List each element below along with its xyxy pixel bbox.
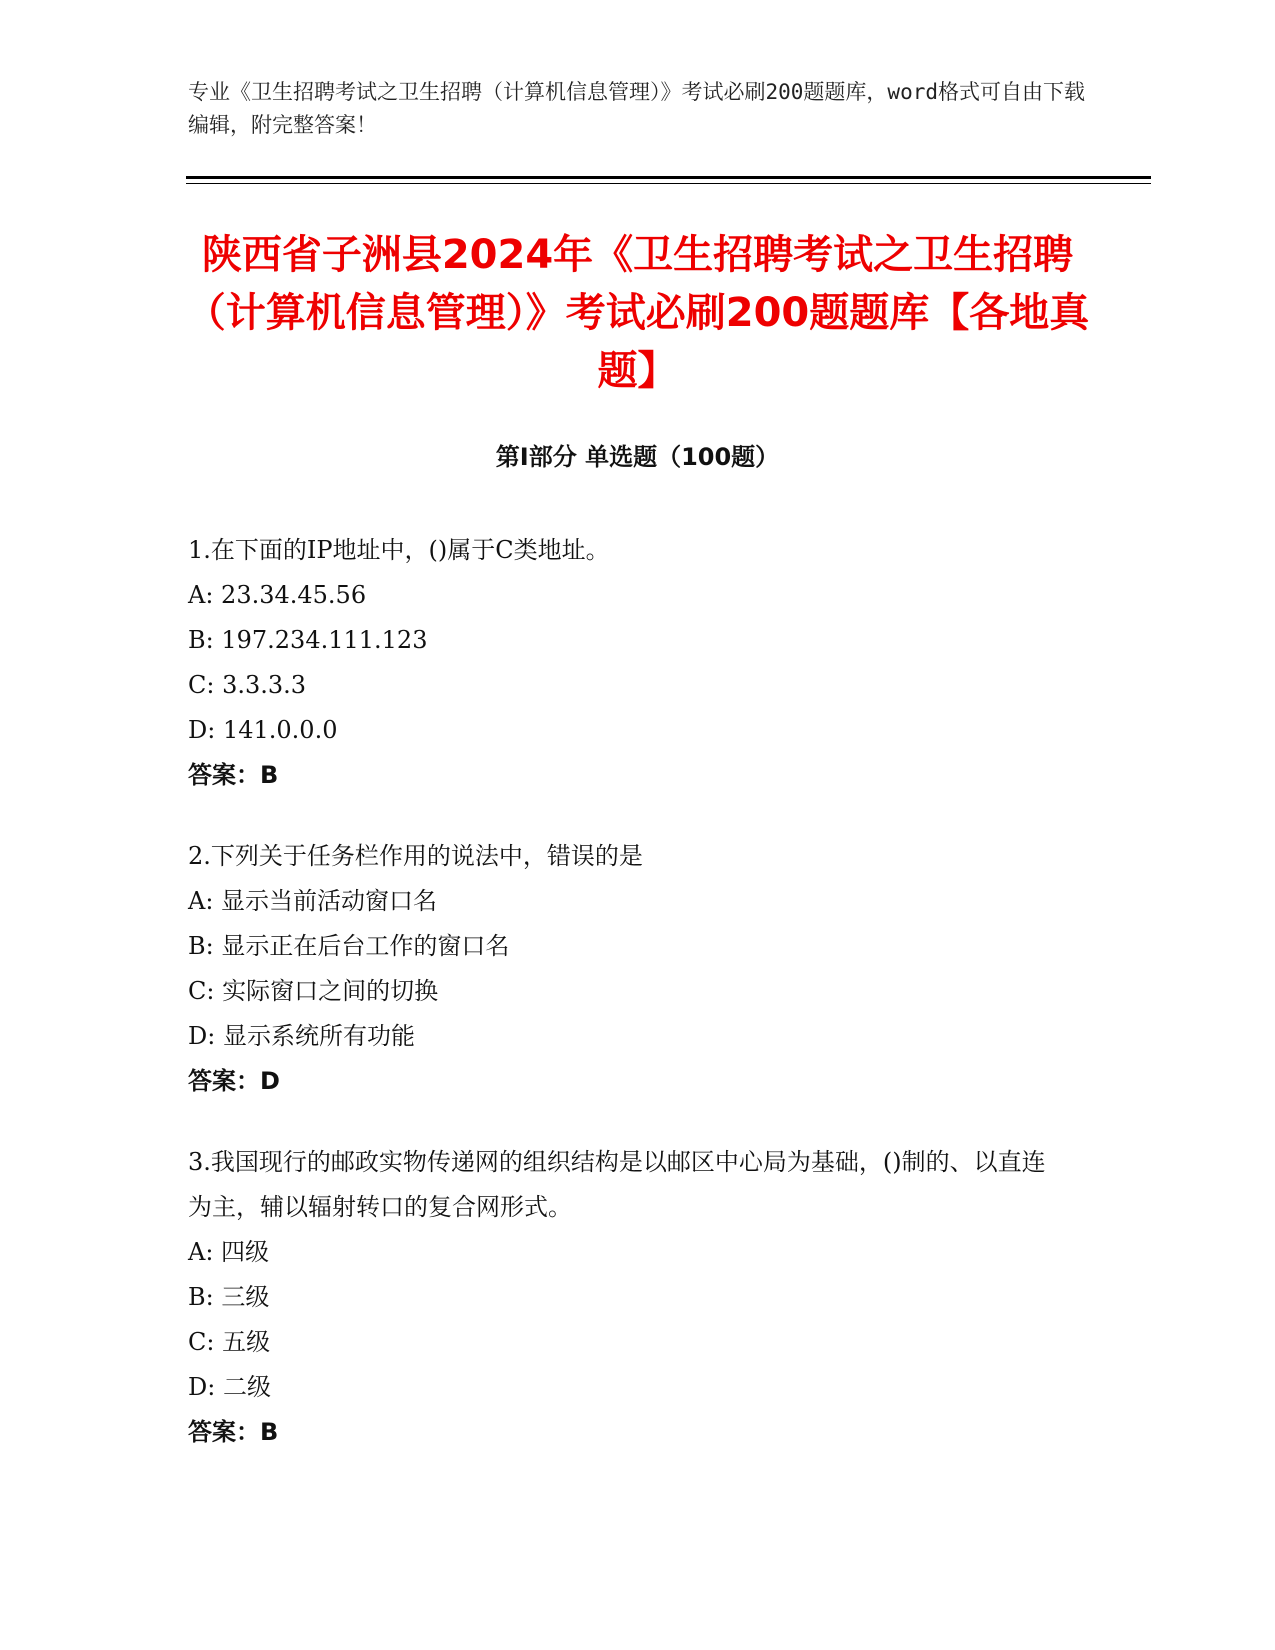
option-c: C: 实际窗口之间的切换 xyxy=(188,977,439,1005)
option-a: A: 23.34.45.56 xyxy=(188,581,367,609)
option-b: B: 显示正在后台工作的窗口名 xyxy=(188,932,510,960)
header-note: 专业《卫生招聘考试之卫生招聘（计算机信息管理）》考试必刷200题题库，word格式可自由下载编辑，附完整答案！ xyxy=(188,80,1085,137)
option-c: C: 五级 xyxy=(188,1328,271,1356)
question-1 xyxy=(188,528,1068,798)
option-b: B: 三级 xyxy=(188,1283,270,1311)
option-b: B: 197.234.111.123 xyxy=(188,626,428,654)
question-stem: 3.我国现行的邮政实物传递网的组织结构是以邮区中心局为基础，()制的、以直连为主，辅以辐射转口的复合网形式。 xyxy=(188,1148,1046,1221)
question-3 xyxy=(188,1140,1068,1455)
question-stem: 2.下列关于任务栏作用的说法中，错误的是 xyxy=(188,842,643,870)
option-c: C: 3.3.3.3 xyxy=(188,671,307,699)
answer: 答案：B xyxy=(188,1418,279,1446)
document-title: 陕西省子洲县2024年《卫生招聘考试之卫生招聘（计算机信息管理）》考试必刷200题题库【各地真题】 xyxy=(185,232,1090,394)
option-d: D: 显示系统所有功能 xyxy=(188,1022,415,1050)
question-2 xyxy=(188,834,1068,1104)
header-divider-thin xyxy=(186,183,1151,184)
question-stem: 1.在下面的IP地址中，()属于C类地址。 xyxy=(188,536,610,564)
section-heading: 第Ⅰ部分 单选题（100题） xyxy=(495,443,780,471)
header-divider-thick xyxy=(186,176,1151,179)
option-a: A: 显示当前活动窗口名 xyxy=(188,887,438,915)
option-a: A: 四级 xyxy=(188,1238,270,1266)
answer: 答案：D xyxy=(188,1067,280,1095)
option-d: D: 141.0.0.0 xyxy=(188,716,338,744)
question-list xyxy=(188,528,1068,1491)
answer: 答案：B xyxy=(188,761,279,789)
option-d: D: 二级 xyxy=(188,1373,271,1401)
